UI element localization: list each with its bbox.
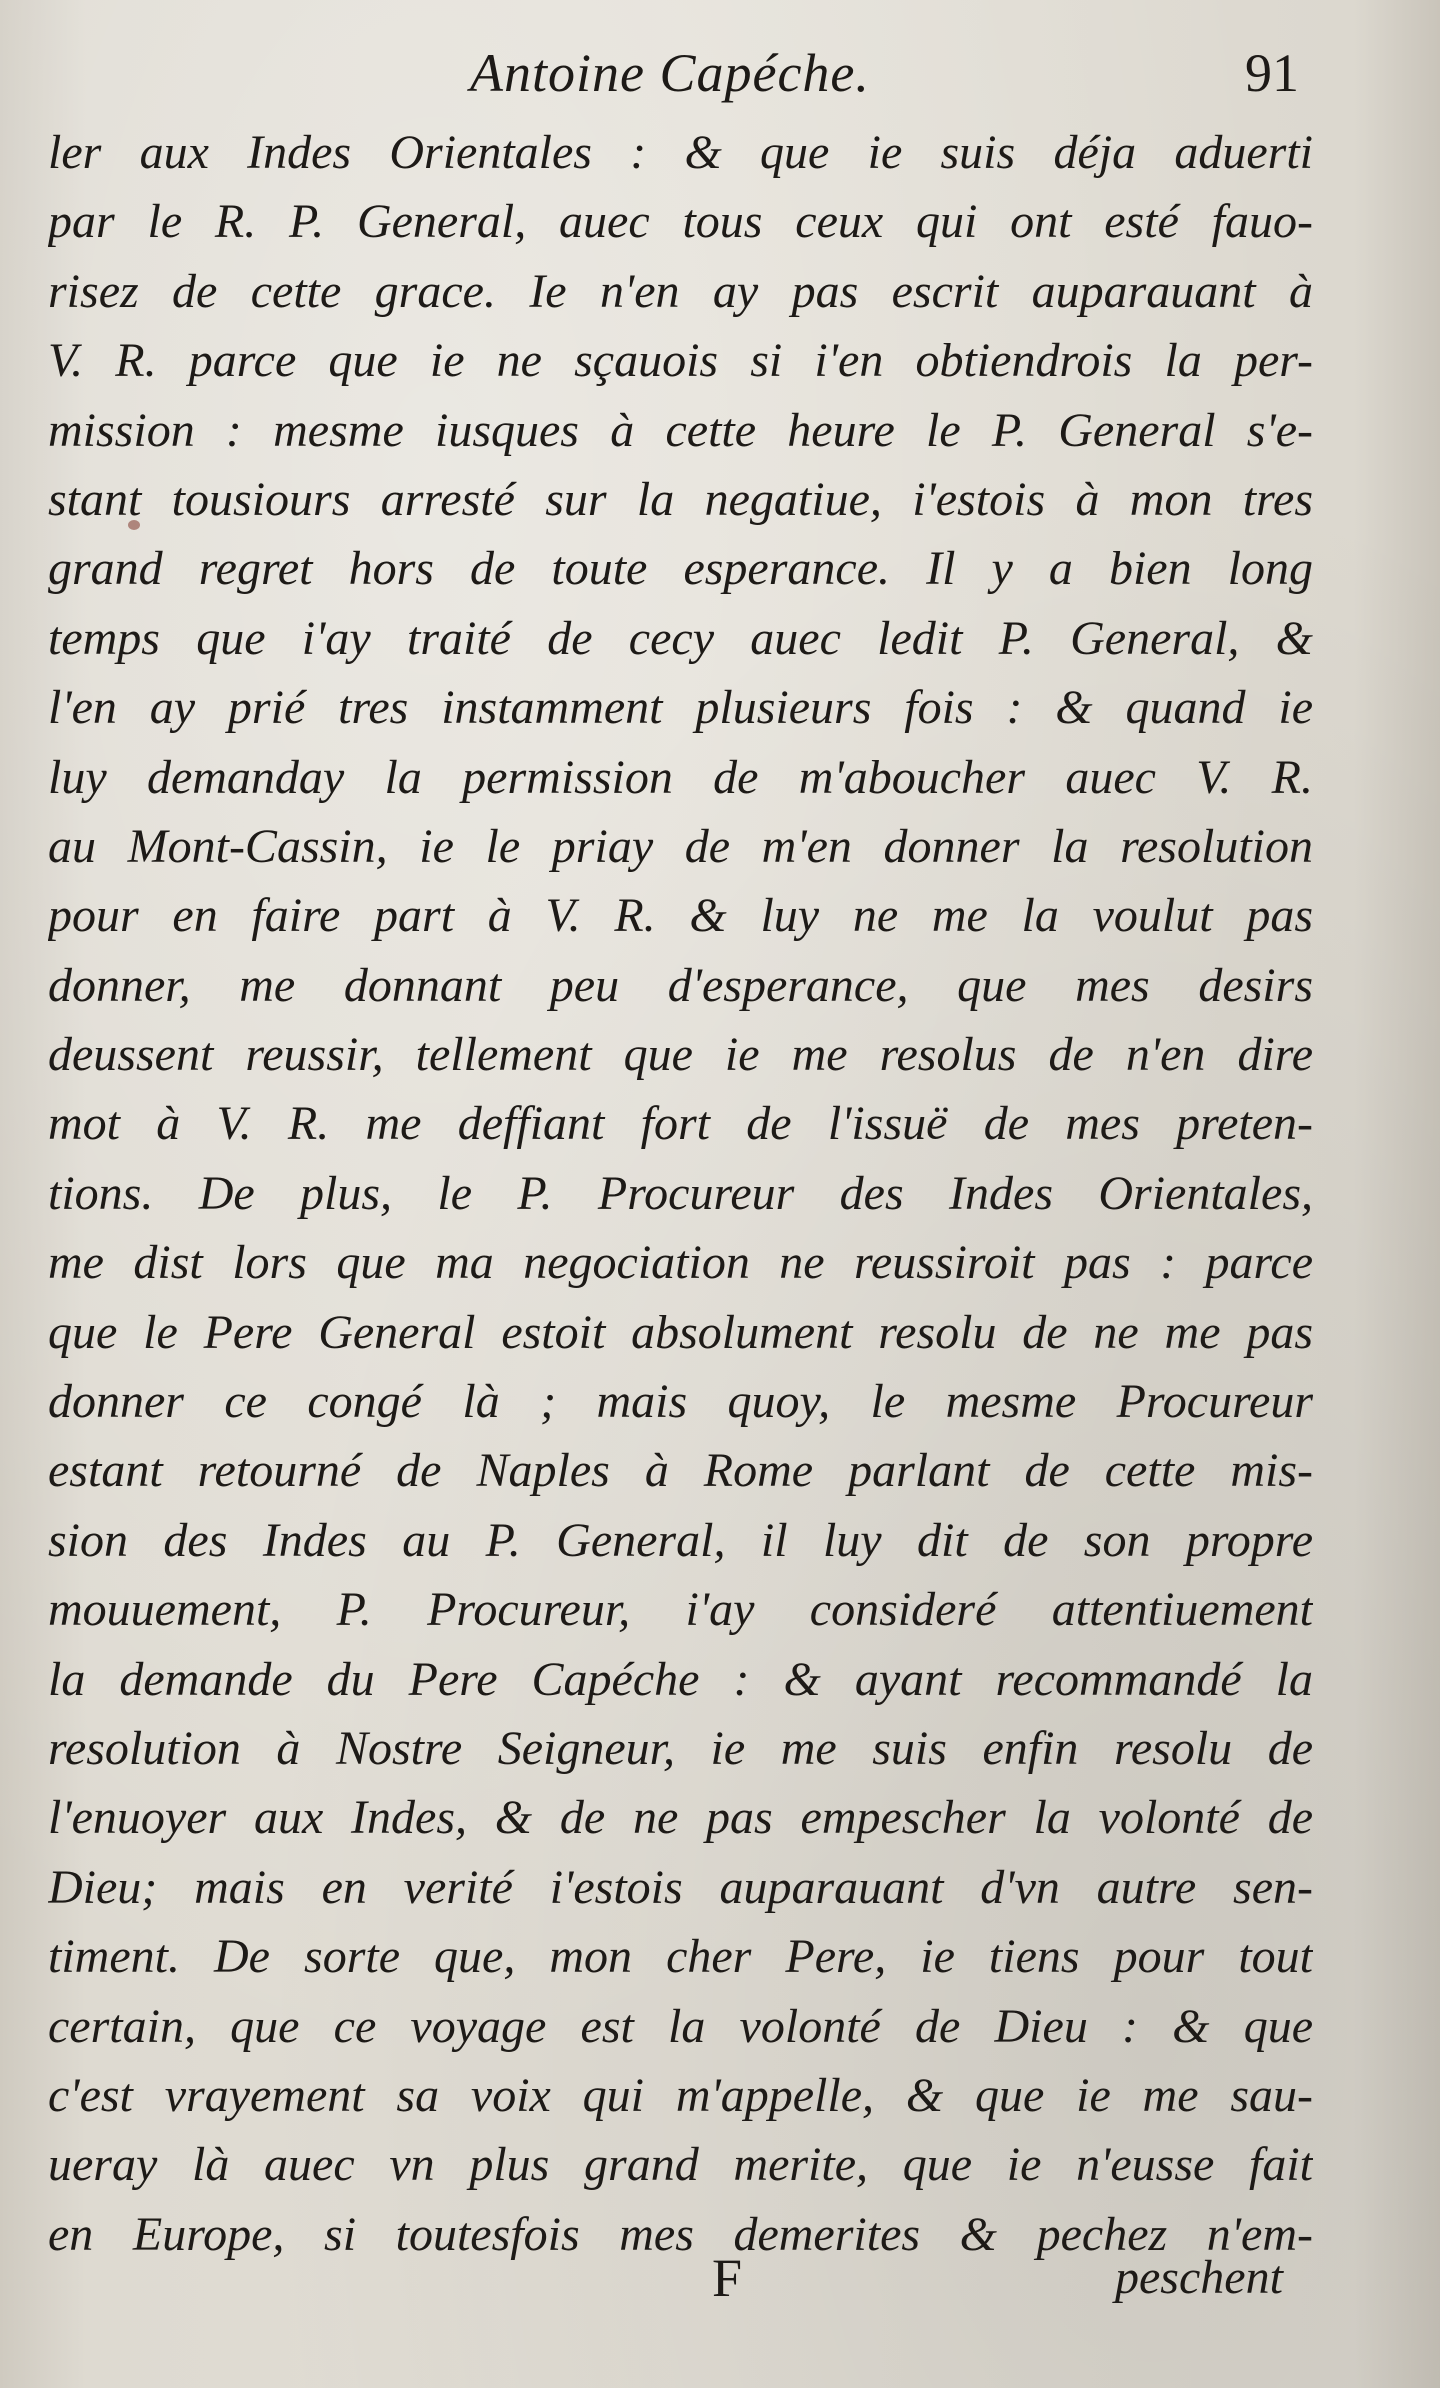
- text-line: pour en faire part à V. R. & luy ne me la voulut pas: [48, 889, 1313, 943]
- text-line: ler aux Indes Orientales : & que ie suis déja aduerti: [48, 126, 1313, 179]
- text-line: mission : mesme iusques à cette heure le P. General s'e-: [48, 403, 1313, 457]
- text-line: mot à V. R. me deffiant fort de l'issuë de mes preten-: [48, 1097, 1313, 1151]
- text-line: que le Pere General estoit absolument resolu de ne me pas: [48, 1305, 1313, 1359]
- text-line: en Europe, si toutesfois mes demerites & pechez n'em-: [48, 2207, 1313, 2261]
- text-line: Dieu; mais en verité i'estois auparauant d'vn autre sen-: [48, 1860, 1313, 1914]
- text-line: c'est vrayement sa voix qui m'appelle, & que ie me sau-: [48, 2068, 1313, 2122]
- text-line: risez de cette grace. Ie n'en ay pas escrit auparauant à: [48, 264, 1313, 318]
- text-line: deussent reussir, tellement que ie me resolus de n'en dire: [48, 1028, 1313, 1082]
- running-title: Antoine Capéche.: [470, 43, 870, 103]
- text-line: l'enuoyer aux Indes, & de ne pas empescher la volonté de: [48, 1791, 1313, 1845]
- text-line: tions. De plus, le P. Procureur des Indes Orientales,: [48, 1166, 1313, 1220]
- text-line: grand regret hors de toute esperance. Il y a bien long: [48, 542, 1313, 596]
- running-head: [0, 38, 1440, 108]
- text-line: me dist lors que ma negociation ne reussiroit pas : parce: [48, 1236, 1313, 1290]
- text-line: V. R. parce que ie ne sçauois si i'en obtiendrois la per-: [48, 334, 1313, 388]
- signature-mark: F: [712, 2248, 743, 2308]
- text-line: au Mont-Cassin, ie le priay de m'en donner la resolution: [48, 819, 1313, 873]
- page-footer: [0, 2238, 1440, 2318]
- text-line: stant tousiours arresté sur la negatiue, i'estois à mon tres: [48, 472, 1313, 526]
- text-line: ueray là auec vn plus grand merite, que ie n'eusse fait: [48, 2138, 1313, 2192]
- body-text: [48, 118, 1313, 2269]
- text-line: temps que i'ay traité de cecy auec ledit P. General, &: [48, 611, 1313, 665]
- text-line: par le R. P. General, auec tous ceux qui ont esté fauo-: [48, 195, 1313, 249]
- text-line: mouuement, P. Procureur, i'ay consideré attentiuement: [48, 1583, 1313, 1637]
- text-line: resolution à Nostre Seigneur, ie me suis enfin resolu de: [48, 1721, 1313, 1775]
- text-line: donner ce congé là ; mais quoy, le mesme Procureur: [48, 1375, 1313, 1429]
- text-line: donner, me donnant peu d'esperance, que mes desirs: [48, 958, 1313, 1012]
- text-line: timent. De sorte que, mon cher Pere, ie tiens pour tout: [48, 1930, 1313, 1984]
- text-line: estant retourné de Naples à Rome parlant de cette mis-: [48, 1444, 1313, 1498]
- text-line: l'en ay prié tres instamment plusieurs fois : & quand ie: [48, 681, 1313, 735]
- text-line: la demande du Pere Capéche : & ayant recommandé la: [48, 1652, 1313, 1706]
- text-line: sion des Indes au P. General, il luy dit de son propre: [48, 1513, 1313, 1567]
- text-line: luy demanday la permission de m'aboucher auec V. R.: [48, 750, 1313, 804]
- text-line: certain, que ce voyage est la volonté de Dieu : & que: [48, 1999, 1313, 2053]
- catchword: peschent: [1115, 2251, 1283, 2304]
- page-number: 91: [1245, 43, 1299, 103]
